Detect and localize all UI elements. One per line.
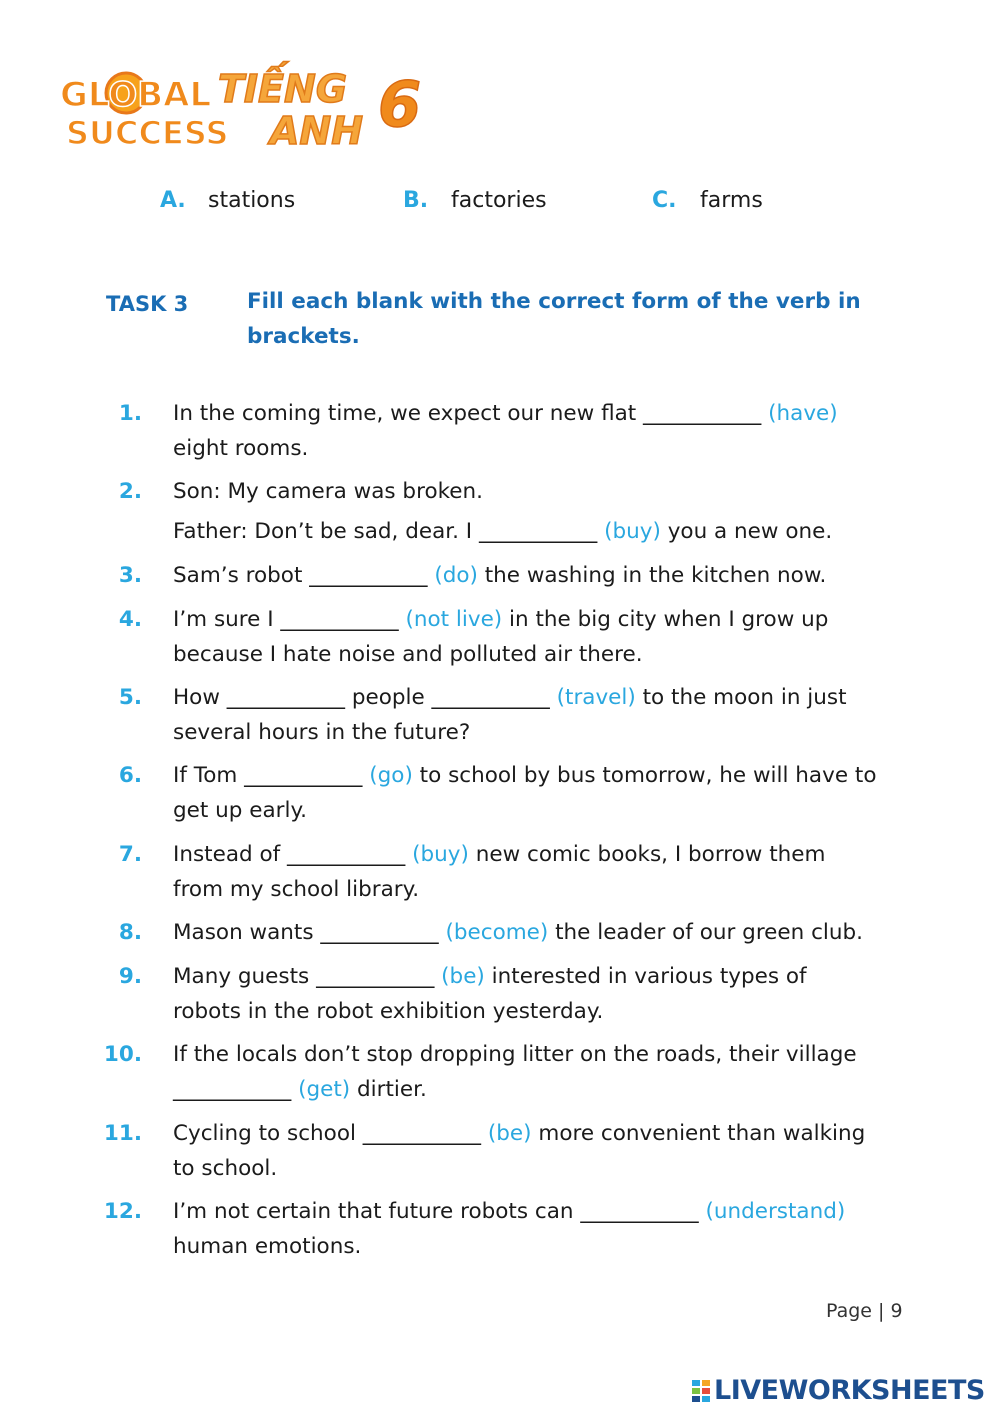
question-text: human emotions. bbox=[173, 1234, 362, 1259]
question-text: to school. bbox=[173, 1156, 278, 1181]
option-text: stations bbox=[208, 188, 296, 213]
liveworksheets-icon bbox=[692, 1380, 710, 1402]
question-number: 11. bbox=[103, 1121, 142, 1146]
question-text: in the big city when I grow up bbox=[502, 607, 829, 632]
option-letter: C. bbox=[652, 188, 677, 213]
verb-hint: (buy) bbox=[604, 519, 661, 544]
question-number: 8. bbox=[118, 920, 142, 945]
question-number: 9. bbox=[118, 964, 142, 989]
question-text: How ___________ people ___________ bbox=[173, 685, 557, 710]
liveworksheets-text: LIVEWORKSHEETS bbox=[714, 1375, 985, 1406]
question-text: to the moon in just bbox=[635, 685, 847, 710]
global-success-logo bbox=[58, 60, 438, 160]
question-text: get up early. bbox=[173, 798, 307, 823]
question-text: Many guests ___________ bbox=[173, 964, 442, 989]
instruction-line: brackets. bbox=[247, 324, 360, 349]
question-text: Son: My camera was broken. bbox=[173, 479, 483, 504]
logo-tieng-text: TIẾNG bbox=[218, 67, 348, 111]
question-text: from my school library. bbox=[173, 877, 420, 902]
logo-graphic bbox=[58, 60, 438, 160]
verb-hint: (have) bbox=[768, 401, 838, 426]
question-text: If Tom ___________ bbox=[173, 763, 370, 788]
verb-hint: (get) bbox=[298, 1077, 351, 1102]
question-text: you a new one. bbox=[660, 519, 833, 544]
question-text: Father: Don’t be sad, dear. I ___________ bbox=[173, 519, 605, 544]
verb-hint: (travel) bbox=[556, 685, 636, 710]
question-text: Sam’s robot ___________ bbox=[173, 563, 435, 588]
question-text: eight rooms. bbox=[173, 436, 309, 461]
question-text: ___________ bbox=[173, 1077, 299, 1102]
question-text: interested in various types of bbox=[484, 964, 807, 989]
question-text: robots in the robot exhibition yesterday. bbox=[173, 999, 604, 1024]
question-text: Instead of ___________ bbox=[173, 842, 413, 867]
verb-hint: (be) bbox=[441, 964, 485, 989]
liveworksheets-brand[interactable] bbox=[692, 1374, 992, 1408]
answer-options bbox=[0, 188, 1000, 220]
verb-hint: (be) bbox=[487, 1121, 532, 1146]
question-text: new comic books, I borrow them bbox=[468, 842, 826, 867]
question-text: the washing in the kitchen now. bbox=[477, 563, 827, 588]
task-instruction bbox=[247, 284, 887, 354]
option-b[interactable] bbox=[403, 188, 547, 213]
logo-grade-text: 6 bbox=[378, 68, 422, 141]
logo-global-text: GLOBAL bbox=[60, 75, 212, 115]
option-letter: B. bbox=[403, 188, 429, 213]
question-text: several hours in the future? bbox=[173, 720, 471, 745]
question-text: more convenient than walking bbox=[531, 1121, 866, 1146]
instruction-line: Fill each blank with the correct form of the verb in bbox=[247, 289, 861, 314]
option-c[interactable] bbox=[652, 188, 763, 213]
question-text: because I hate noise and polluted air there. bbox=[173, 642, 643, 667]
logo-success-text: SUCCESS bbox=[66, 114, 229, 152]
question-text: In the coming time, we expect our new flat ___________ bbox=[173, 401, 769, 426]
verb-hint: (go) bbox=[369, 763, 413, 788]
question-number: 3. bbox=[118, 563, 142, 588]
logo-anh-text: ANH bbox=[270, 109, 364, 153]
question-text: dirtier. bbox=[350, 1077, 427, 1102]
question-text: I’m sure I ___________ bbox=[173, 607, 406, 632]
question-text: the leader of our green club. bbox=[548, 920, 864, 945]
option-text: factories bbox=[451, 188, 547, 213]
question-number: 5. bbox=[118, 685, 142, 710]
question-text: If the locals don’t stop dropping litter on the roads, their village bbox=[173, 1042, 857, 1067]
question-text: to school by bus tomorrow, he will have to bbox=[412, 763, 877, 788]
question-number: 1. bbox=[118, 401, 142, 426]
question-number: 10. bbox=[103, 1042, 142, 1067]
verb-hint: (become) bbox=[445, 920, 549, 945]
question-number: 12. bbox=[103, 1199, 142, 1224]
option-letter: A. bbox=[160, 188, 186, 213]
question-text: Cycling to school ___________ bbox=[173, 1121, 488, 1146]
verb-hint: (understand) bbox=[705, 1199, 846, 1224]
verb-hint: (buy) bbox=[412, 842, 469, 867]
option-a[interactable] bbox=[160, 188, 295, 213]
page-number: Page | 9 bbox=[826, 1300, 903, 1322]
verb-hint: (not live) bbox=[405, 607, 503, 632]
verb-hint: (do) bbox=[434, 563, 478, 588]
option-text: farms bbox=[700, 188, 763, 213]
question-number: 6. bbox=[118, 763, 142, 788]
question-number: 7. bbox=[118, 842, 142, 867]
question-number: 4. bbox=[118, 607, 142, 632]
question-number: 2. bbox=[118, 479, 142, 504]
question-text: Mason wants ___________ bbox=[173, 920, 446, 945]
task-label: TASK 3 bbox=[106, 292, 189, 316]
question-text: I’m not certain that future robots can ___________ bbox=[173, 1199, 706, 1224]
